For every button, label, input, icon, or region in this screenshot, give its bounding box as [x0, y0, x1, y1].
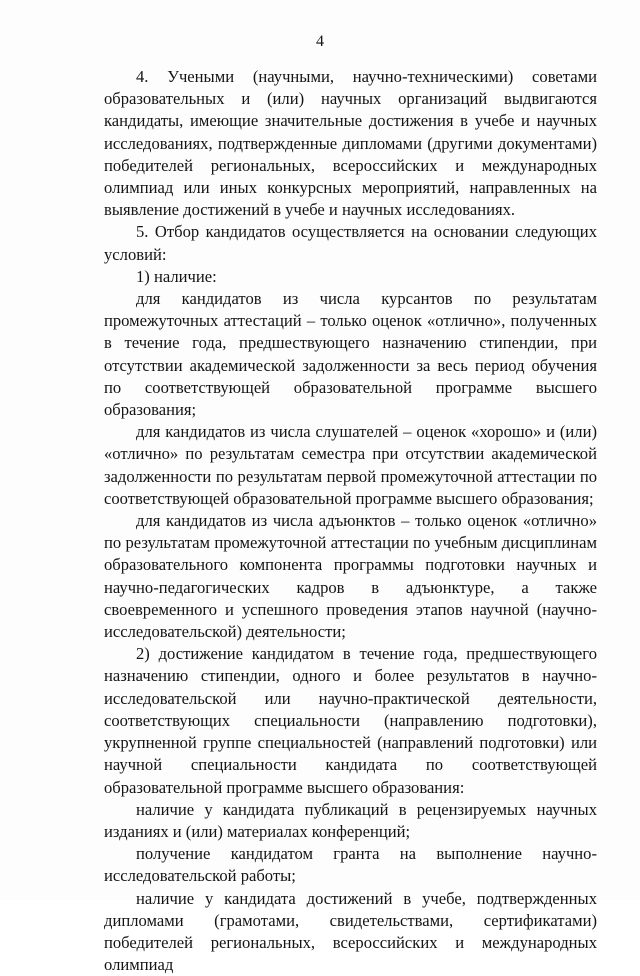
paragraph-condition-2-achievements: 2) достижение кандидатом в течение года, предшествующего назначению стипендии, одного и более результатов в научно-исследовательской или научно-практической деятельности, соответствующих специальности (направлению подготовки), укрупненной группе специальностей (направлений подготовки) или научной специальности кандидата по соответствующей образовательной программе высшего образования: — [104, 644, 597, 797]
paragraph-condition-1-heading: 1) наличие: — [136, 266, 217, 286]
document-body — [104, 66, 597, 976]
paragraph-5-selection-conditions: 5. Отбор кандидатов осуществляется на основании следующих условий: — [104, 222, 597, 264]
paragraph-students-grades: для кандидатов из числа слушателей – оценок «хорошо» и (или) «отлично» по результатам семестра при отсутствии академической задолженности по результатам первой промежуточной аттестации по соответствующей образовательной программе высшего образования; — [104, 422, 597, 508]
page-number: 4 — [316, 33, 324, 50]
paragraph-publications: наличие у кандидата публикаций в рецензируемых научных изданиях и (или) материалах конференций; — [104, 799, 597, 841]
paragraph-cadets-grades: для кандидатов из числа курсантов по результатам промежуточных аттестаций – только оценок «отлично», полученных в течение года, предшествующего назначению стипендии, при отсутствии академической задолженности за весь период обучения по соответствующей образовательной программе высшего образования; — [104, 289, 597, 420]
paragraph-adjuncts-grades: для кандидатов из числа адъюнктов – только оценок «отлично» по результатам промежуточной аттестации по учебным дисциплинам образовательного компонента программы подготовки научных и научно-педагогических кадров в адъюнктуре, а также своевременного и успешного проведения этапов научной (научно-исследовательской) деятельности; — [104, 511, 597, 642]
paragraph-grant: получение кандидатом гранта на выполнение научно-исследовательской работы; — [104, 844, 597, 886]
paragraph-4-nominations: 4. Учеными (научными, научно-техническими) советами образовательных и (или) научных организаций выдвигаются кандидаты, имеющие значительные достижения в учебе и научных исследованиях, подтвержденные дипломами (другими документами) победителей региональных, всероссийских и международных олимпиад или иных конкурсных мероприятий, направленных на выявление достижений в учебе и научных исследованиях. — [104, 67, 597, 220]
paragraph-olympiad-achievements: наличие у кандидата достижений в учебе, подтвержденных дипломами (грамотами, свидетельствами, сертификатами) победителей региональных, всероссийских и международных олимпиад — [104, 888, 597, 975]
